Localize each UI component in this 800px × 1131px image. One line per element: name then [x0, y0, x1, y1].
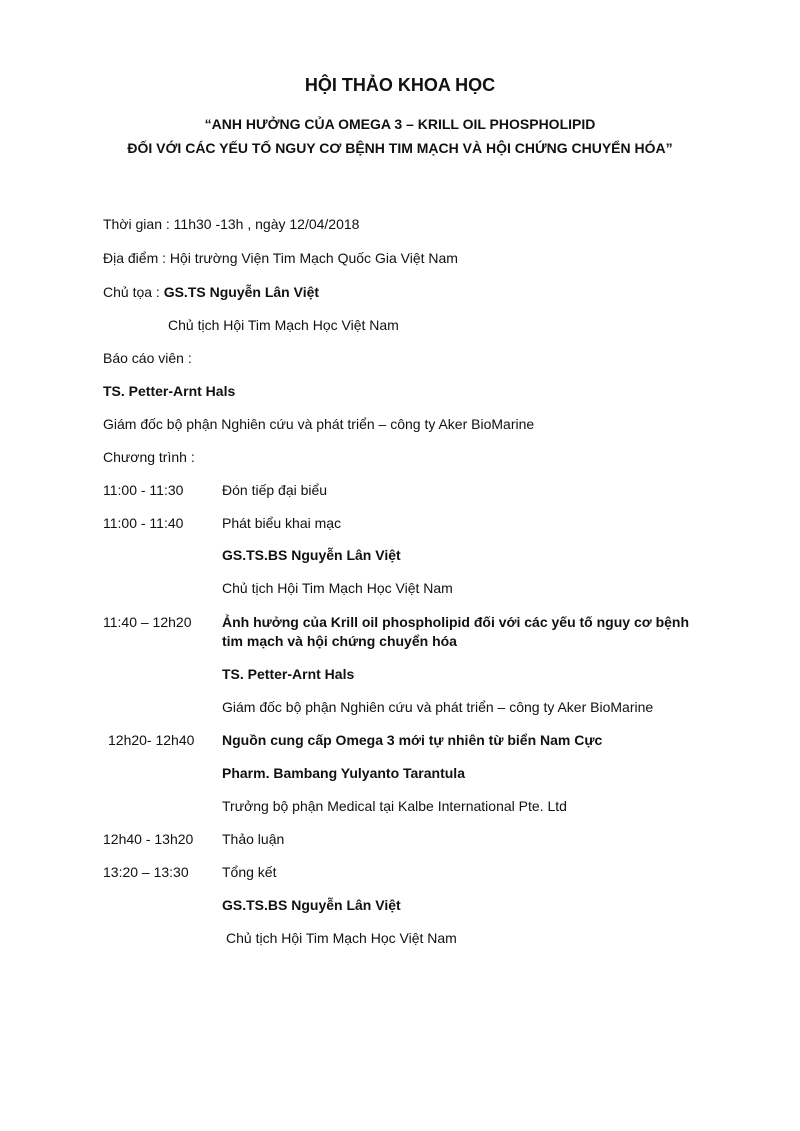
program-title: Đón tiếp đại biểu — [222, 482, 328, 498]
program-title-line-1: Ảnh hưởng của Krill oil phospholipid đối với các yếu tố nguy cơ bệnh — [222, 614, 690, 630]
chair-label: Chủ tọa : — [103, 284, 164, 300]
program-person: GS.TS.BS Nguyễn Lân Việt — [222, 547, 401, 563]
program-time: 11:40 – 12h20 — [103, 614, 192, 630]
program-title: Tổng kết — [222, 864, 277, 880]
program-time: 12h20- 12h40 — [108, 732, 195, 748]
speaker-role: Giám đốc bộ phận Nghiên cứu và phát triển – công ty Aker BioMarine — [103, 416, 535, 432]
program-person-role: Chủ tịch Hội Tim Mạch Học Việt Nam — [226, 930, 457, 946]
program-title: Nguồn cung cấp Omega 3 mới tự nhiên từ biển Nam Cực — [222, 732, 603, 748]
program-person-role: Trưởng bộ phận Medical tại Kalbe International Pte. Ltd — [222, 798, 567, 814]
program-title-line-2: tim mạch và hội chứng chuyển hóa — [222, 633, 457, 649]
program-time: 13:20 – 13:30 — [103, 864, 189, 880]
program-person: Pharm. Bambang Yulyanto Tarantula — [222, 765, 465, 781]
program-person: GS.TS.BS Nguyễn Lân Việt — [222, 897, 401, 913]
event-location: Địa điểm : Hội trường Viện Tim Mạch Quốc Gia Việt Nam — [103, 250, 458, 266]
program-time: 11:00 - 11:30 — [103, 482, 184, 498]
program-person: TS. Petter-Arnt Hals — [222, 666, 355, 682]
program-time: 11:00 - 11:40 — [103, 515, 184, 531]
program-label: Chương trình : — [103, 449, 195, 465]
program-title: Thảo luận — [222, 831, 285, 847]
program-title: Phát biểu khai mạc — [222, 515, 342, 531]
chair-role: Chủ tịch Hội Tim Mạch Học Việt Nam — [168, 317, 399, 333]
subtitle-line-2: ĐỐI VỚI CÁC YẾU TỐ NGUY CƠ BỆNH TIM MẠCH VÀ HỘI CHỨNG CHUYỂN HÓA” — [127, 140, 673, 156]
speaker-name: TS. Petter-Arnt Hals — [103, 383, 236, 399]
subtitle-line-1: “ANH HƯỞNG CỦA OMEGA 3 – KRILL OIL PHOSPHOLIPID — [204, 116, 596, 132]
speakers-label: Báo cáo viên : — [103, 350, 192, 366]
chair-name: GS.TS Nguyễn Lân Việt — [163, 284, 320, 300]
event-time: Thời gian : 11h30 -13h , ngày 12/04/2018 — [103, 216, 360, 232]
chair-line — [103, 284, 319, 301]
program-time: 12h40 - 13h20 — [103, 831, 194, 847]
document-title: HỘI THẢO KHOA HỌC — [304, 75, 496, 95]
program-person-role: Giám đốc bộ phận Nghiên cứu và phát triển – công ty Aker BioMarine — [222, 699, 654, 715]
program-person-role: Chủ tịch Hội Tim Mạch Học Việt Nam — [222, 580, 453, 596]
